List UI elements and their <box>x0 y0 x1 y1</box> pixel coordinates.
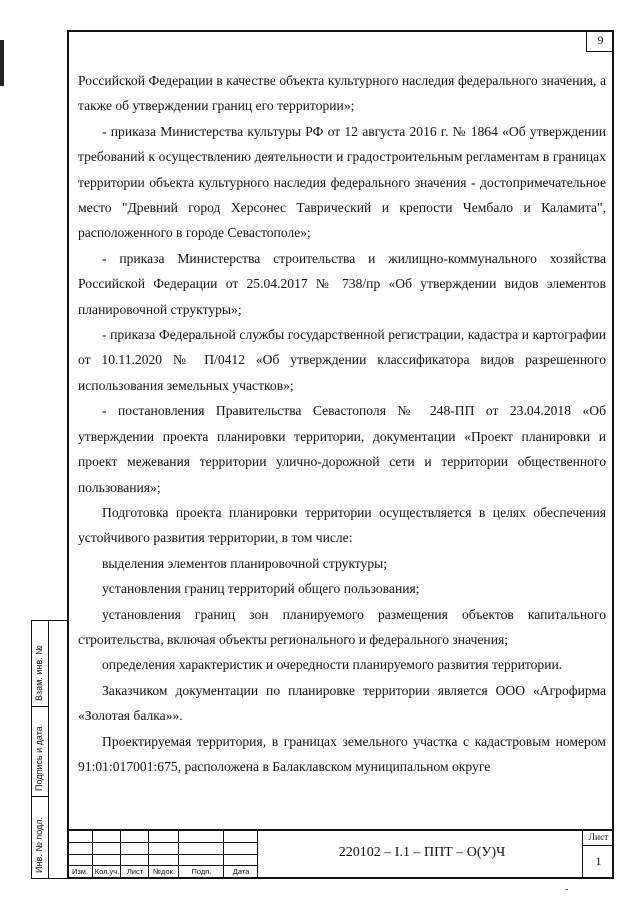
sheet-box <box>582 831 614 879</box>
document-body <box>78 68 606 779</box>
paragraph-4: - приказа Федеральной службы государственной регистрации, кадастра и картографии от 10.11.2020 № П/0412 «Об утверждении классификатора видов разрешенного использования земельных участков»; <box>78 327 606 393</box>
scan-edge-mark <box>0 40 4 86</box>
paragraph-5: - постановления Правительства Севастополя № 248-ПП от 23.04.2018 «Об утверждении проекта планировки территории, документации «Проект планировки и проект межевания территории улично-дорожной сети и территории общественного пользования»; <box>78 403 606 495</box>
label-podp: Подп. <box>191 867 212 876</box>
document-code: 220102 – I.1 – ППТ – О(У)Ч <box>338 845 506 860</box>
paragraph-10: определения характеристик и очередности планируемого развития территории. <box>102 657 563 673</box>
paragraph-11: Заказчиком документации по планировке территории является ООО «Агрофирма «Золотая балка»». <box>78 682 606 724</box>
sheet-label: Лист <box>583 831 614 846</box>
paragraph-3: - приказа Министерства строительства и жилищно-коммунального хозяйства Российской Федерации от 25.04.2017 № 738/пр «Об утверждении видов элементов планировочной структуры»; <box>78 250 606 317</box>
label-list: Лист <box>126 867 144 876</box>
side-label-inv-podl: Инв. № подл. <box>34 816 44 873</box>
paragraph-12: Проектируемая территория, в границах земельного участка с кадастровым номером 91:01:017001:675, расположена в Балаклавском муниципальном округе <box>78 733 606 774</box>
page-number: 9 <box>586 30 614 52</box>
label-ndok: №док. <box>153 867 175 876</box>
label-izm: Изм. <box>71 867 89 876</box>
side-stamp <box>31 620 67 879</box>
paragraph-2: - приказа Министерства культуры РФ от 12 августа 2016 г. № 1864 «Об утверждении требований к осуществлению деятельности и градостроительным регламентам в границах территории объекта культурного наследия федерального значения - достопримечательное место "Древний город Херсонес Таврический и крепости Чембало и Каламита", расположенного в городе Севастополе»; <box>78 123 606 241</box>
label-kol-uch: Кол.уч. <box>94 867 120 876</box>
paragraph-1: Российской Федерации в качестве объекта культурного наследия федерального значения, а также об утверждении границ его территории»; <box>78 73 606 114</box>
sheet-number: 1 <box>595 854 602 868</box>
side-label-podpis-data: Подпись и дата <box>34 726 44 791</box>
paragraph-9: установления границ зон планируемого размещения объектов капитального строительства, включая объекты регионального и федерального значения; <box>78 606 606 647</box>
revision-grid <box>67 831 258 879</box>
paragraph-7: выделения элементов планировочной структуры; <box>102 555 388 571</box>
scan-speck <box>565 889 568 890</box>
title-block <box>67 829 614 879</box>
paragraph-6: Подготовка проекта планировки территории осуществляется в целях обеспечения устойчивого развития территории, в том числе: <box>78 504 606 546</box>
side-stamp-divider <box>48 621 49 878</box>
paragraph-8: установления границ территорий общего пользования; <box>102 581 420 597</box>
label-data: Дата <box>232 867 250 876</box>
side-label-vzam-inv: Взам. инв. № <box>34 645 44 701</box>
